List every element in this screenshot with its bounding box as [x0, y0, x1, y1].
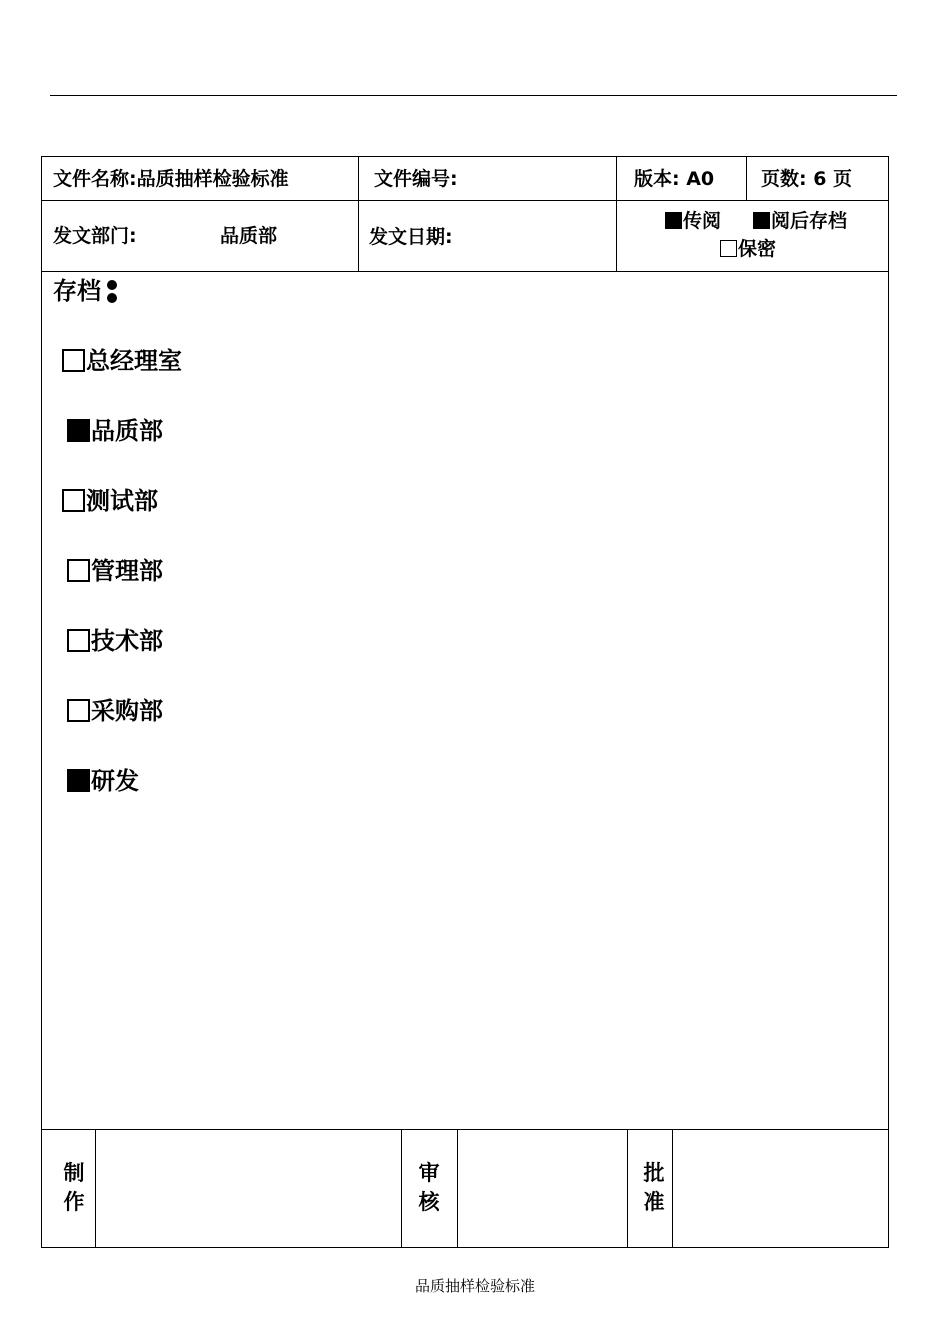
confidential-checkbox-icon[interactable]	[720, 240, 737, 257]
dept-label: 研发	[91, 767, 139, 795]
general-manager-office-checkbox-icon[interactable]	[62, 349, 85, 372]
approved-by-label	[642, 1159, 666, 1217]
page-footer: 品质抽样检验标准	[414, 1277, 535, 1295]
header-rule	[50, 95, 897, 96]
issuing-dept-value: 品质部	[220, 225, 278, 247]
purchasing-checkbox-icon[interactable]	[67, 699, 90, 722]
archive-section-title	[53, 277, 119, 305]
approved-by-text: 批准	[643, 1161, 665, 1214]
management-checkbox-icon[interactable]	[67, 559, 90, 582]
approved-by-field[interactable]	[673, 1130, 888, 1246]
technical-checkbox-icon[interactable]	[67, 629, 90, 652]
reviewed-by-field[interactable]	[458, 1130, 627, 1246]
option-circulate[interactable]	[665, 210, 721, 232]
reviewed-by-label	[417, 1159, 441, 1217]
row-divider-2	[42, 271, 888, 272]
page-count-label: 页数: 6 页	[761, 168, 853, 190]
testing-checkbox-icon[interactable]	[62, 489, 85, 512]
dept-label: 管理部	[91, 557, 163, 585]
quality-checkbox-icon[interactable]	[67, 419, 90, 442]
colon-icon	[105, 277, 119, 305]
row-divider-1	[42, 200, 888, 201]
option-circulate-label: 传阅	[683, 210, 722, 232]
file-number-label: 文件编号:	[374, 168, 458, 190]
issue-date-label: 发文日期:	[369, 226, 453, 248]
dept-label: 技术部	[91, 627, 163, 655]
option-confidential[interactable]	[720, 238, 776, 260]
sig-divider-2	[401, 1129, 402, 1247]
dept-label: 品质部	[91, 417, 163, 445]
dept-label: 采购部	[91, 697, 163, 725]
rnd-checkbox-icon[interactable]	[67, 769, 90, 792]
issuing-dept-label: 发文部门:	[53, 225, 137, 247]
col-divider-c	[746, 157, 747, 200]
dept-management[interactable]	[67, 557, 163, 585]
circulate-checkbox-icon[interactable]	[665, 212, 682, 229]
col-divider-a	[358, 157, 359, 271]
col-divider-b	[616, 157, 617, 271]
archive-title-text: 存档	[53, 277, 101, 305]
dept-rnd[interactable]	[67, 767, 139, 795]
dept-label: 测试部	[86, 487, 158, 515]
option-archive-after-reading[interactable]	[753, 210, 847, 232]
dept-testing[interactable]	[62, 487, 158, 515]
version-label: 版本: A0	[634, 168, 715, 190]
made-by-label	[62, 1159, 86, 1217]
sig-divider-4	[627, 1129, 628, 1247]
dept-label: 总经理室	[86, 347, 182, 375]
made-by-text: 制作	[63, 1161, 85, 1214]
dept-quality[interactable]	[67, 417, 163, 445]
document-form	[41, 156, 889, 1248]
dept-purchasing[interactable]	[67, 697, 163, 725]
dept-general-manager-office[interactable]	[62, 347, 182, 375]
archive-after-reading-checkbox-icon[interactable]	[753, 212, 770, 229]
file-name-label: 文件名称:品质抽样检验标准	[53, 168, 289, 190]
made-by-field[interactable]	[96, 1130, 401, 1246]
option-archive-after-reading-label: 阅后存档	[771, 210, 848, 232]
reviewed-by-text: 审核	[418, 1161, 440, 1214]
option-confidential-label: 保密	[738, 238, 777, 260]
dept-technical[interactable]	[67, 627, 163, 655]
